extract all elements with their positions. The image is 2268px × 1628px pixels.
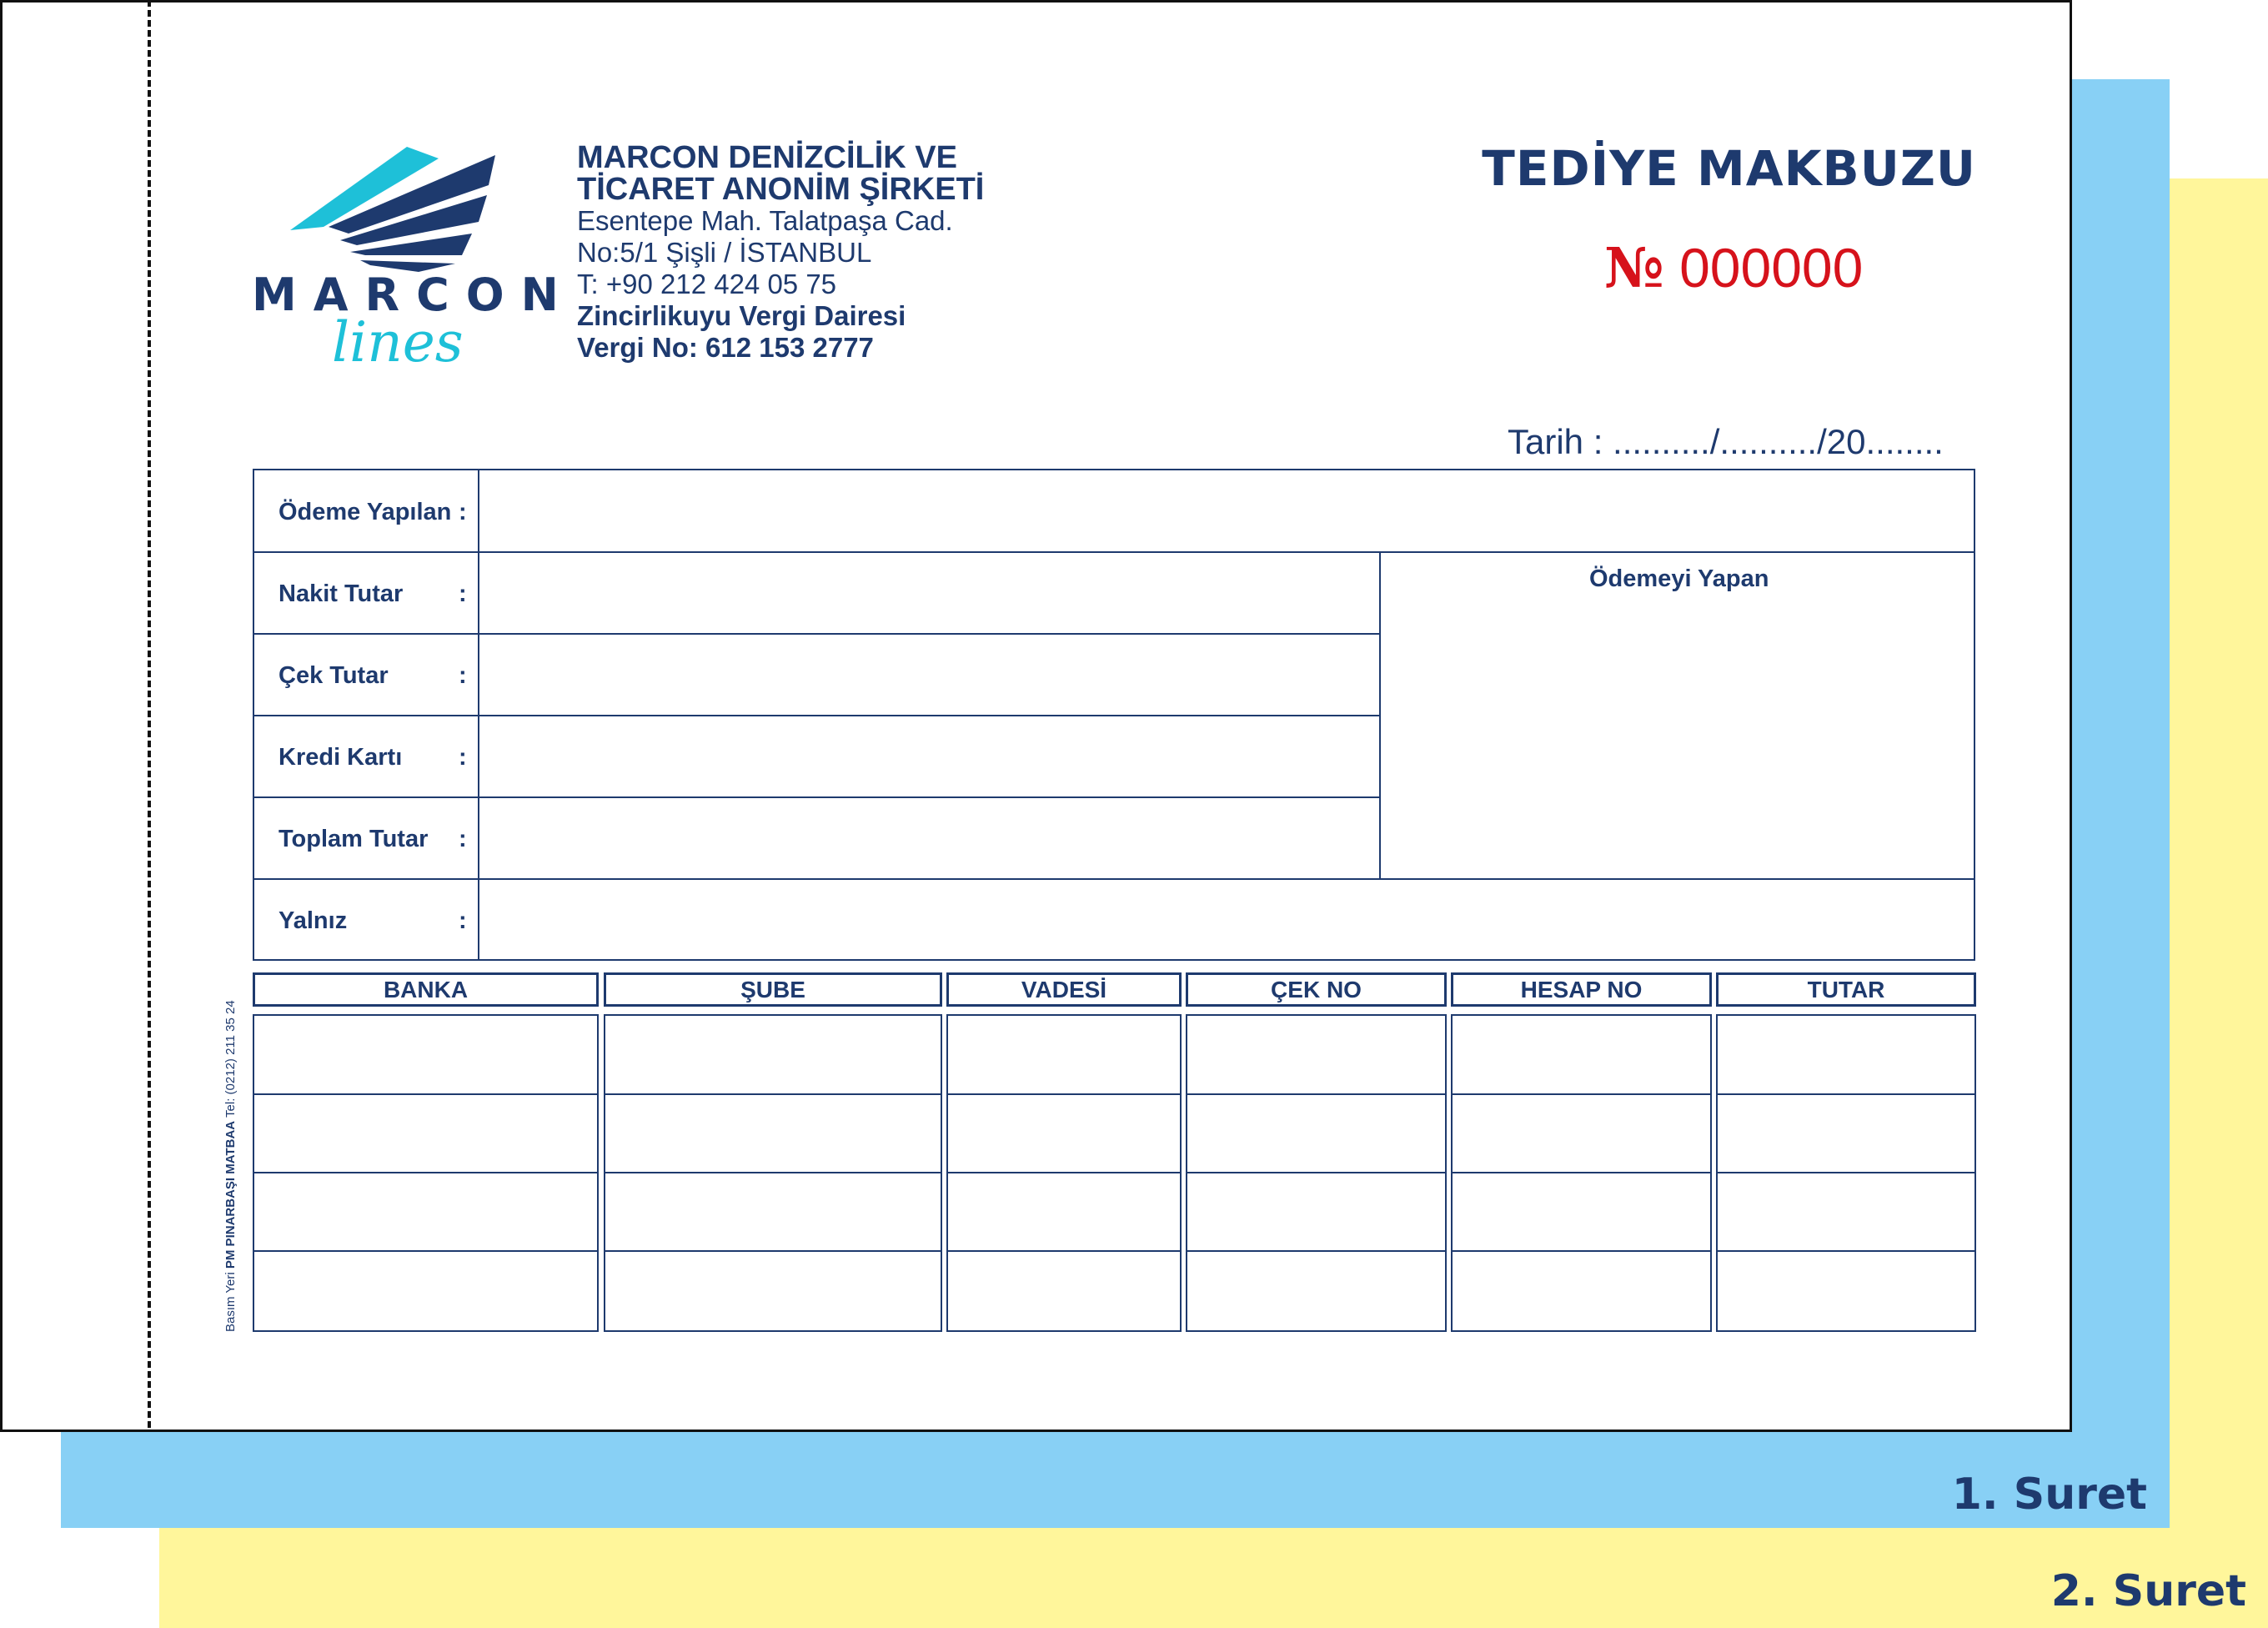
printer-place: Basım Yeri xyxy=(223,1272,238,1332)
field-colon: : xyxy=(459,826,467,852)
first-copy-label: 1. Suret xyxy=(1951,1470,2147,1520)
second-copy-label: 2. Suret xyxy=(2050,1566,2246,1616)
company-tax-no: Vergi No: 612 153 2777 xyxy=(577,332,874,363)
field-colon: : xyxy=(459,662,467,689)
check-column-cek-no[interactable] xyxy=(1186,1014,1447,1332)
field-label: Toplam Tutar xyxy=(278,826,429,852)
company-name-line1: MARCON DENİZCİLİK VE xyxy=(577,140,957,175)
field-colon: : xyxy=(459,907,467,934)
company-tax-office: Zincirlikuyu Vergi Dairesi xyxy=(577,300,906,331)
check-header-vadesi: VADESİ xyxy=(946,972,1182,1007)
perforation-line xyxy=(148,0,151,1428)
company-name-line2: TİCARET ANONİM ŞİRKETİ xyxy=(577,172,985,207)
company-address-line1: Esentepe Mah. Talatpaşa Cad. xyxy=(577,205,953,236)
logo-wordmark: MARCON xyxy=(252,269,575,321)
field-colon: : xyxy=(459,744,467,771)
check-header-banka: BANKA xyxy=(253,972,599,1007)
check-header-hesap-no: HESAP NO xyxy=(1451,972,1712,1007)
printer-imprint xyxy=(223,1000,238,1332)
page-title: TEDİYE MAKBUZU xyxy=(1482,140,1976,197)
check-header-tutar: TUTAR xyxy=(1716,972,1976,1007)
check-column-sube[interactable] xyxy=(604,1014,942,1332)
check-column-banka[interactable] xyxy=(253,1014,599,1332)
check-column-tutar[interactable] xyxy=(1716,1014,1976,1332)
check-column-vadesi[interactable] xyxy=(946,1014,1182,1332)
field-label: Ödeme Yapılan xyxy=(278,499,452,525)
receipt-number xyxy=(1604,235,1863,300)
receipt-number-value: 000000 xyxy=(1679,237,1864,299)
printer-name: PINARBAŞI MATBAA xyxy=(223,1120,238,1247)
field-colon: : xyxy=(459,499,467,525)
marcon-logo-icon xyxy=(290,147,495,272)
field-label: Kredi Kartı xyxy=(278,744,403,771)
company-info xyxy=(577,142,984,364)
check-column-hesap-no[interactable] xyxy=(1451,1014,1712,1332)
date-field[interactable]: Tarih : ........../........../20........ xyxy=(1508,422,1944,461)
check-header-sube: ŞUBE xyxy=(604,972,942,1007)
number-sign: № xyxy=(1604,235,1664,300)
field-label: Nakit Tutar xyxy=(278,580,404,607)
logo-script: lines xyxy=(332,310,464,374)
field-colon: : xyxy=(459,580,467,607)
printer-logo-icon: PM xyxy=(223,1249,238,1269)
company-address-line2: No:5/1 Şişli / İSTANBUL xyxy=(577,237,872,268)
field-label: Yalnız xyxy=(278,907,348,934)
check-header-cek-no: ÇEK NO xyxy=(1186,972,1447,1007)
payer-signature-box[interactable] xyxy=(1380,550,1974,877)
field-label: Çek Tutar xyxy=(278,662,389,689)
company-phone: T: +90 212 424 05 75 xyxy=(577,269,837,299)
printer-phone: Tel: (0212) 211 35 24 xyxy=(223,1000,238,1118)
payer-signature-label: Ödemeyi Yapan xyxy=(1589,565,1769,592)
